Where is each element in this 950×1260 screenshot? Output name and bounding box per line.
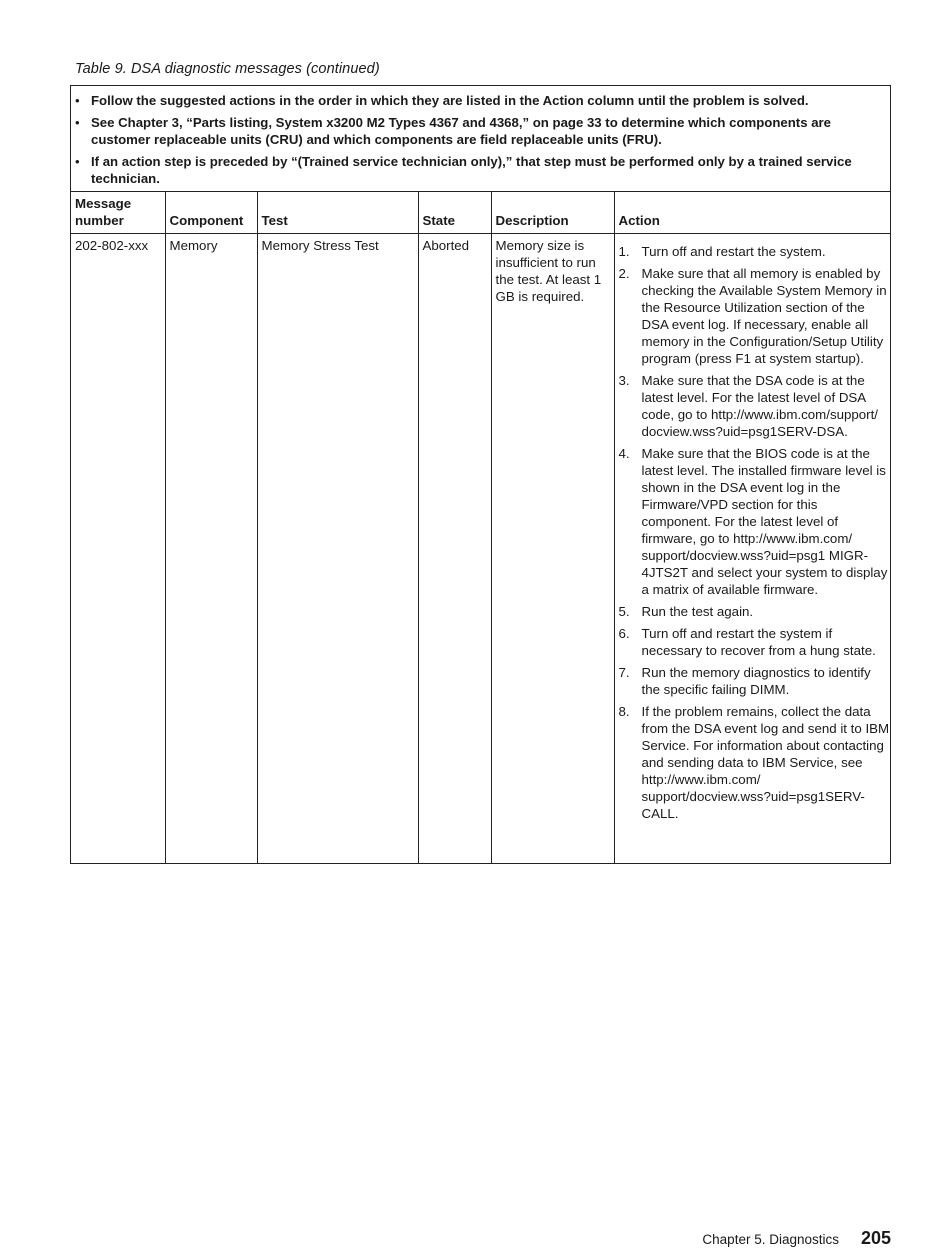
- action-steps-list: [619, 237, 891, 822]
- step-number: 8.: [618, 703, 630, 719]
- note-text: Follow the suggested actions in the order in which they are listed in the Action column until the problem is solved.: [91, 93, 809, 108]
- note-item: [75, 114, 882, 148]
- header-description: Description: [491, 192, 614, 233]
- header-test: Test: [257, 192, 418, 233]
- note-text: If an action step is preceded by “(Trained service technician only),” that step must be performed only by a trained service technician.: [91, 154, 852, 186]
- action-step: [619, 243, 891, 260]
- step-number: 4.: [618, 445, 630, 461]
- cell-description: Memory size is insufficient to run the test. At least 1 GB is required.: [491, 233, 614, 863]
- step-number: 5.: [618, 603, 630, 619]
- cell-test: Memory Stress Test: [257, 233, 418, 863]
- step-text: Run the test again.: [641, 603, 754, 619]
- note-text: See Chapter 3, “Parts listing, System x3200 M2 Types 4367 and 4368,” on page 33 to determine which components are customer replaceable units (CRU) and which components are field replaceable units (FRU).: [91, 115, 831, 147]
- step-number: 2.: [618, 265, 630, 281]
- bullet-marker: •: [75, 154, 80, 169]
- action-step: [619, 625, 891, 659]
- step-number: 3.: [618, 372, 630, 388]
- table-header-row: [71, 192, 890, 233]
- step-text: Turn off and restart the system.: [641, 243, 826, 259]
- footer-chapter-label: Chapter 5. Diagnostics: [702, 1232, 839, 1247]
- header-message-number: Message number: [71, 192, 165, 233]
- cell-component: Memory: [165, 233, 257, 863]
- table-caption: Table 9. DSA diagnostic messages (continued): [75, 61, 380, 77]
- action-step: [619, 372, 891, 440]
- step-number: 1.: [618, 243, 630, 259]
- action-step: [619, 603, 891, 620]
- bullet-marker: •: [75, 93, 80, 108]
- bullet-marker: •: [75, 115, 80, 130]
- diagnostic-table-container: [70, 85, 891, 864]
- action-step: [619, 664, 891, 698]
- step-number: 7.: [618, 664, 630, 680]
- step-number: 6.: [618, 625, 630, 641]
- cell-state: Aborted: [418, 233, 491, 863]
- header-state: State: [418, 192, 491, 233]
- table-notes: [71, 86, 890, 192]
- diagnostic-messages-table: [71, 192, 890, 863]
- step-text: Make sure that the DSA code is at the latest level. For the latest level of DSA code, go to http://www.ibm.com/support/ docview.wss?uid=psg1SERV-DSA.: [641, 372, 879, 439]
- note-item: [75, 92, 882, 109]
- action-step: [619, 445, 891, 598]
- cell-action: [614, 233, 890, 863]
- notes-list: [75, 92, 882, 187]
- step-text: Make sure that the BIOS code is at the latest level. The installed firmware level is shown in the DSA event log in the Firmware/VPD section for this component. For the latest level of firmware, go to http://www.ibm.com/ support/docview.wss?uid=psg1 MIGR-4JTS2T and select your system to display a matrix of available firmware.: [641, 445, 888, 597]
- cell-message-number: 202-802-xxx: [75, 237, 149, 253]
- note-item: [75, 153, 882, 187]
- page-number: 205: [860, 1228, 891, 1248]
- step-text: Make sure that all memory is enabled by checking the Available System Memory in the Resource Utilization section of the DSA event log. If necessary, enable all memory in the Configuration/Setup Utility program (press F1 at system startup).: [641, 265, 887, 366]
- action-step: [619, 703, 891, 822]
- table-row: [71, 233, 890, 863]
- header-action: Action: [614, 192, 890, 233]
- step-text: Run the memory diagnostics to identify the specific failing DIMM.: [641, 664, 871, 697]
- action-step: [619, 265, 891, 367]
- step-text: Turn off and restart the system if necessary to recover from a hung state.: [641, 625, 876, 658]
- step-text: If the problem remains, collect the data from the DSA event log and send it to IBM Service. For information about contacting and sending data to IBM Service, see http://www.ibm.com/ support/docview.wss?uid=psg1SERV-CALL.: [641, 703, 890, 821]
- header-component: Component: [165, 192, 257, 233]
